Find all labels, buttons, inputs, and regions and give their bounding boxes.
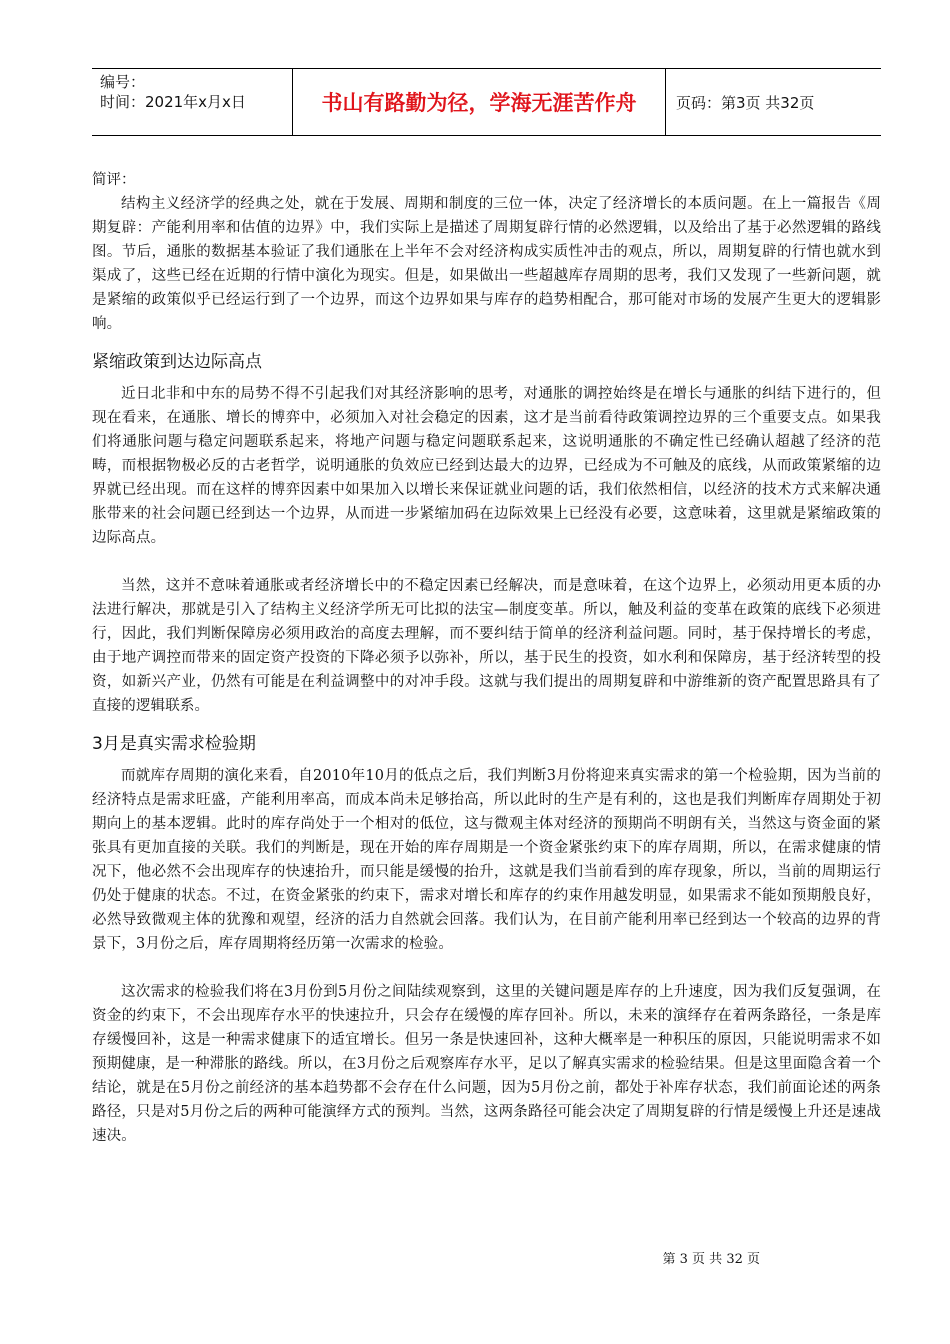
- summary-label: 简评：: [92, 172, 136, 188]
- body-paragraph: 近日北非和中东的局势不得不引起我们对其经济影响的思考，对通胀的调控始终是在增长与通胀的纠结下进行的，但现在看来，在通胀、增长的博弈中，必须加入对社会稳定的因素，这才是当前看待政策调控边界的三个重要支点。如果我们将通胀问题与稳定问题联系起来，将地产问题与稳定问题联系起来，这说明通胀的不确定性已经确认超越了经济的范畴，而根据物极必反的古老哲学，说明通胀的负效应已经到达最大的边界，已经成为不可触及的底线，从而政策紧缩的边界就已经出现。而在这样的博弈因素中如果加入以增长来保证就业问题的话，我们依然相信，以经济的技术方式来解决通胀带来的社会问题已经到达一个边界，从而进一步紧缩加码在边际效果上已经没有必要，这意味着，这里就是紧缩政策的边际高点。: [92, 386, 881, 546]
- header-motto: 书山有路勤为径，学海无涯苦作舟: [321, 91, 637, 115]
- header-page-info: 页码：第3页 共32页: [676, 93, 815, 112]
- header-table: [92, 68, 881, 136]
- summary-paragraph: 结构主义经济学的经典之处，就在于发展、周期和制度的三位一体，决定了经济增长的本质问题。在上一篇报告《周期复辟：产能利用率和估值的边界》中，我们实际上是描述了周期复辟行情的必然逻辑，以及给出了基于必然逻辑的路线图。节后，通胀的数据基本验证了我们通胀在上半年不会对经济构成实质性冲击的观点，所以，周期复辟的行情也就水到渠成了，这些已经在近期的行情中演化为现实。但是，如果做出一些超越库存周期的思考，我们又发现了一些新问题，就是紧缩的政策似乎已经运行到了一个边界，而这个边界如果与库存的趋势相配合，那可能对市场的发展产生更大的逻辑影响。: [92, 196, 881, 332]
- body-paragraph: 这次需求的检验我们将在3月份到5月份之间陆续观察到，这里的关键问题是库存的上升速度，因为我们反复强调，在资金的约束下，不会出现库存水平的快速拉升，只会存在缓慢的库存回补。所以，未来的演绎存在着两条路径，一条是库存缓慢回补，这是一种需求健康下的适宜增长。但另一条是快速回补，这种大概率是一种积压的原因，只能说明需求不如预期健康，是一种滞胀的路线。所以，在3月份之后观察库存水平，足以了解真实需求的检验结果。但是这里面隐含着一个结论，就是在5月份之前经济的基本趋势都不会存在什么问题，因为5月份之前，都处于补库存状态，我们前面论述的两条路径，只是对5月份之后的两种可能演绎方式的预判。当然，这两条路径可能会决定了周期复辟的行情是缓慢上升还是速战速决。: [92, 984, 881, 1144]
- page-footer: 第 3 页 共 32 页: [662, 1252, 760, 1267]
- section-title: 紧缩政策到达边际高点: [92, 352, 262, 372]
- body-paragraph: 当然，这并不意味着通胀或者经济增长中的不稳定因素已经解决，而是意味着，在这个边界上，必须动用更本质的办法进行解决，那就是引入了结构主义经济学所无可比拟的法宝—制度变革。所以，触及利益的变革在政策的底线下必须进行，因此，我们判断保障房必须用政治的高度去理解，而不要纠结于简单的经济利益问题。同时，基于保持增长的考虑，由于地产调控而带来的固定资产投资的下降必须予以弥补，所以，基于民生的投资，如水利和保障房，基于经济转型的投资，如新兴产业，仍然有可能是在利益调整中的对冲手段。这就与我们提出的周期复辟和中游维新的资产配置思路具有了直接的逻辑联系。: [92, 578, 881, 714]
- doc-time-label: 时间：2021年x月x日: [100, 93, 246, 111]
- body-paragraph: 而就库存周期的演化来看，自2010年10月的低点之后，我们判断3月份将迎来真实需求的第一个检验期，因为当前的经济特点是需求旺盛，产能利用率高，而成本尚未足够抬高，所以此时的生产是有利的，这也是我们判断库存周期处于初期向上的基本逻辑。此时的库存尚处于一个相对的低位，这与微观主体对经济的预期尚不明朗有关，当然这与资金面的紧张具有更加直接的关联。我们的判断是，现在开始的库存周期是一个资金紧张约束下的库存周期，所以，在需求健康的情况下，他必然不会出现库存的快速抬升，而只能是缓慢的抬升，这就是我们当前看到的库存现象，所以，当前的周期运行仍处于健康的状态。不过，在资金紧张的约束下，需求对增长和库存的约束作用越发明显，如果需求不能如预期般良好，必然导致微观主体的犹豫和观望，经济的活力自然就会回落。我们认为，在目前产能利用率已经到达一个较高的边界的背景下，3月份之后，库存周期将经历第一次需求的检验。: [92, 768, 881, 952]
- header-motto-cell: [293, 69, 666, 135]
- header-meta-cell: [92, 69, 293, 135]
- section-title: 3月是真实需求检验期: [92, 734, 256, 754]
- document-body: [92, 168, 881, 1148]
- doc-id-label: 编号：: [100, 73, 146, 91]
- header-page-cell: [666, 69, 881, 135]
